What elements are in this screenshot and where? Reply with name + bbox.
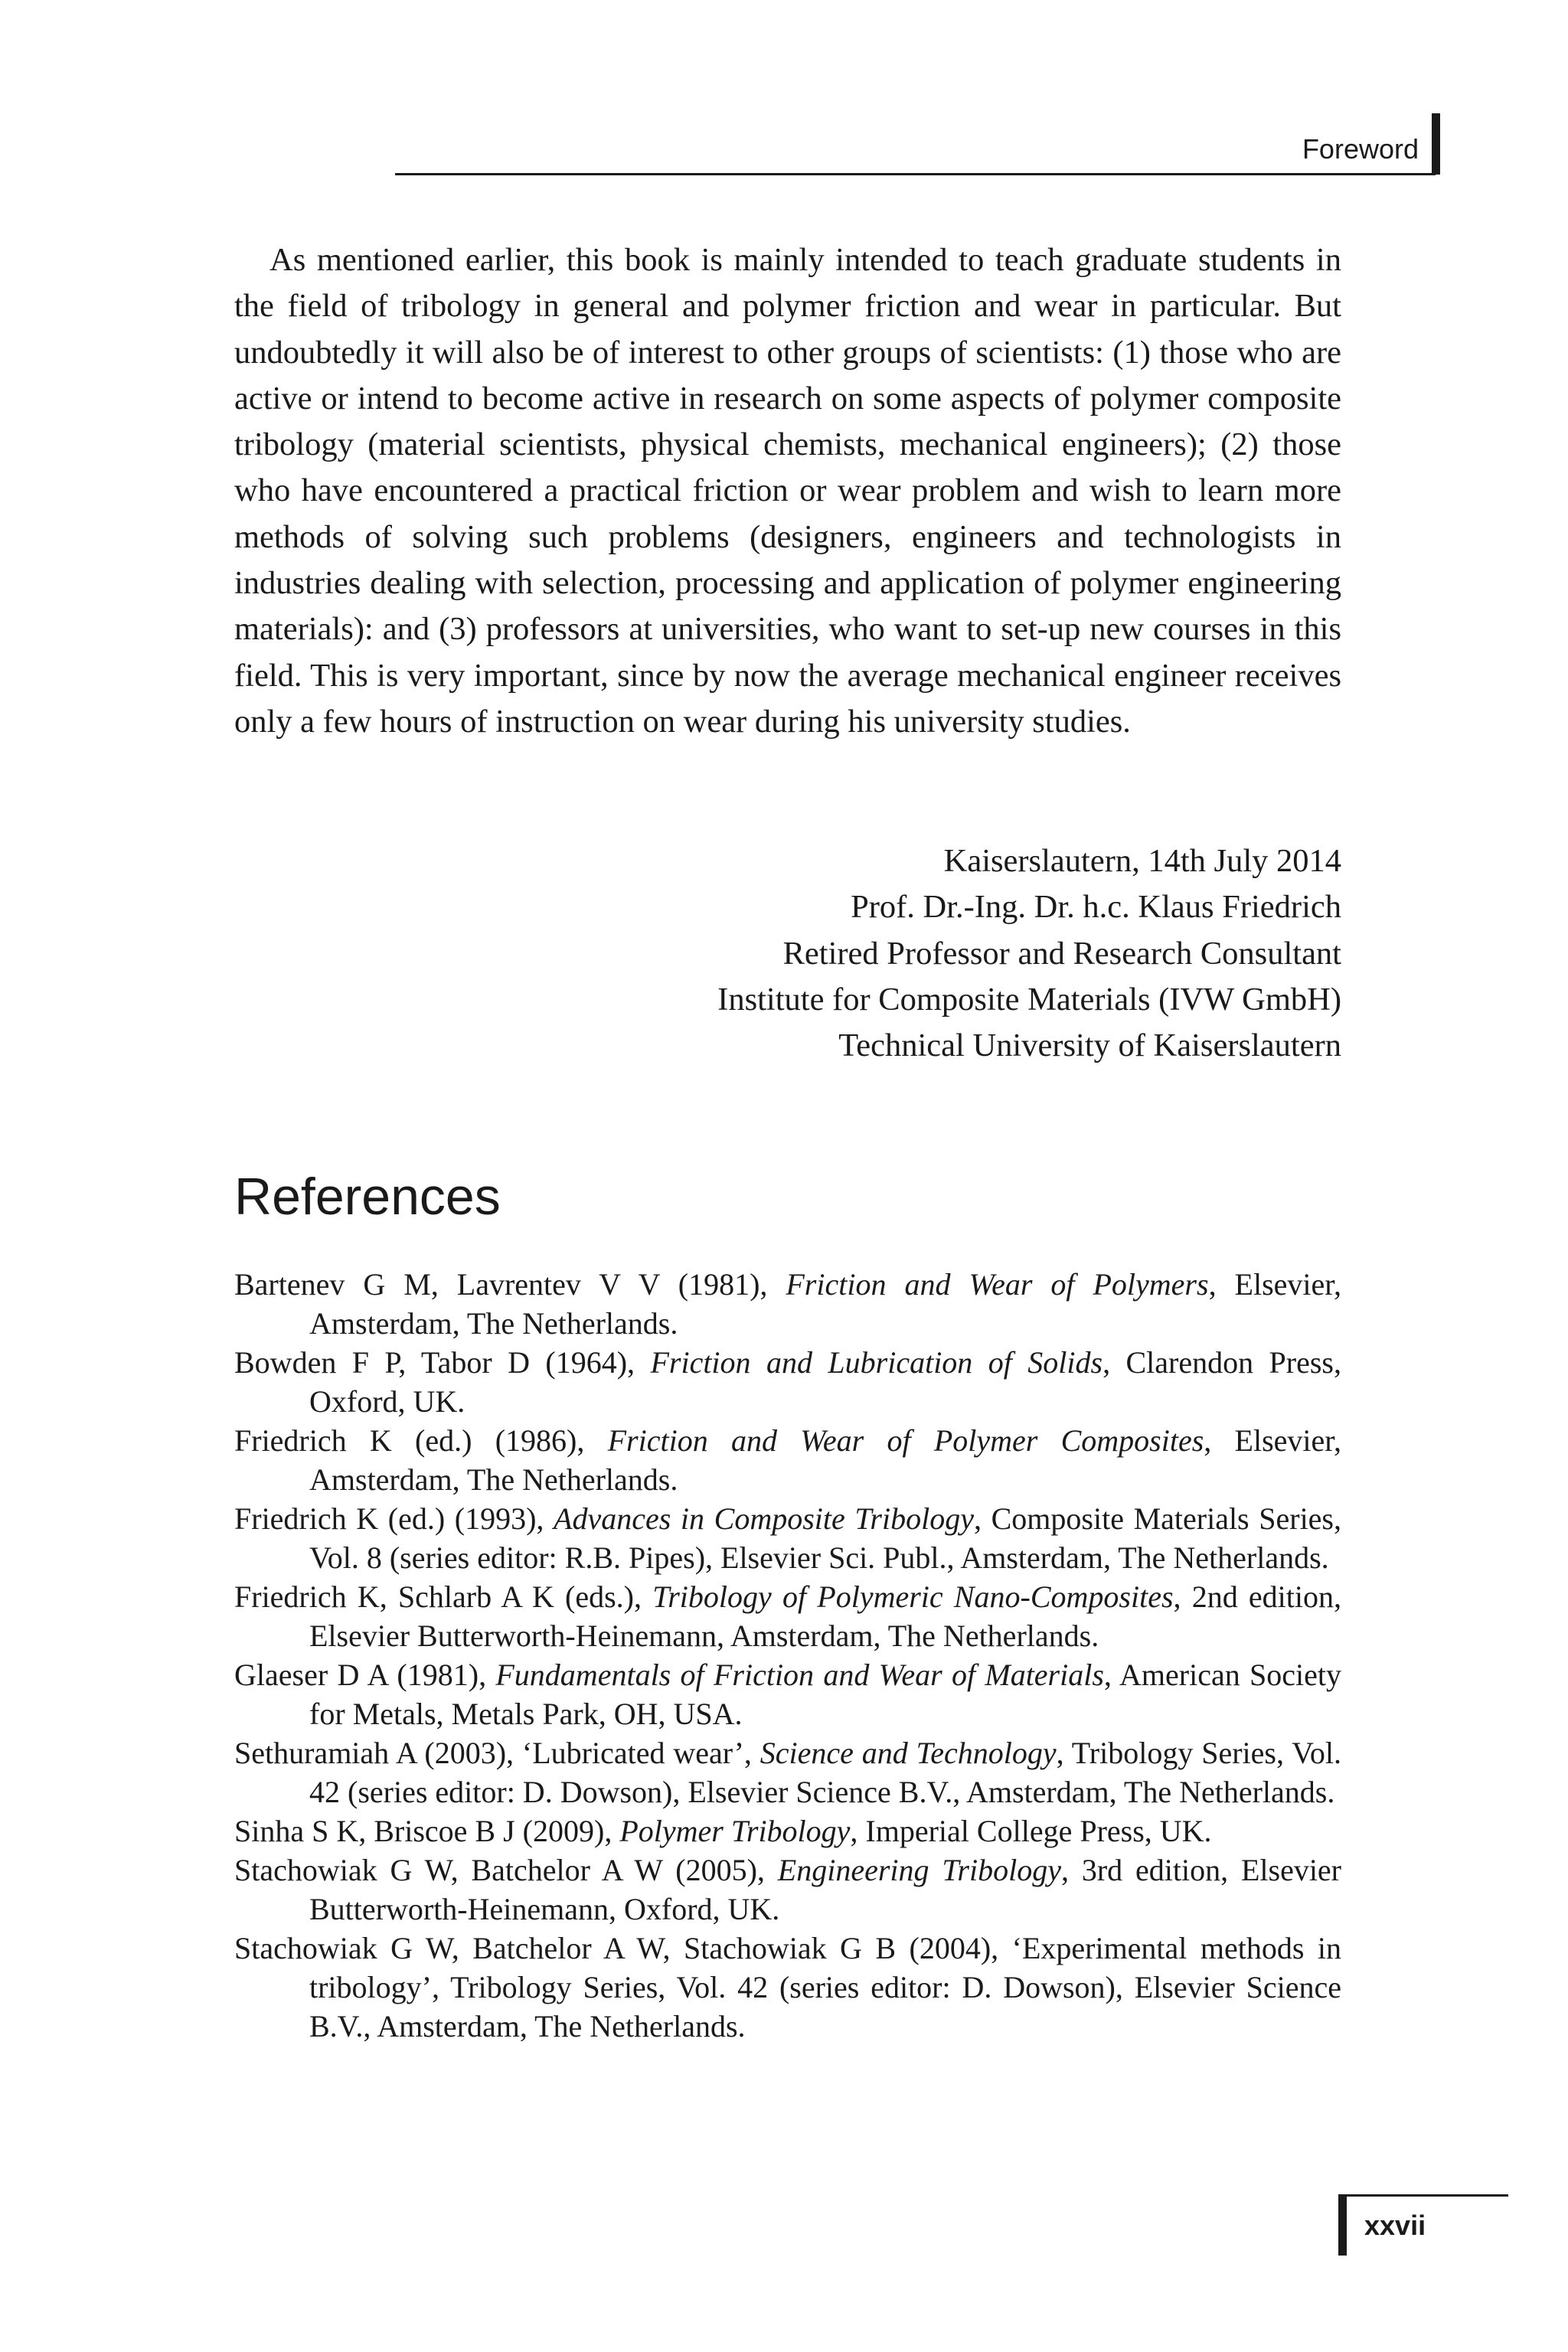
reference-text: Friedrich K (ed.) (1993), [234, 1501, 554, 1536]
reference-title: Science and Technology [760, 1736, 1057, 1770]
reference-text: Glaeser D A (1981), [234, 1658, 496, 1692]
reference-item [234, 1655, 1341, 1733]
references-heading: References [234, 1168, 501, 1226]
reference-title: Polymer Tribology [619, 1814, 851, 1848]
reference-item [234, 1499, 1341, 1577]
reference-text: Stachowiak G W, Batchelor A W (2005), [234, 1853, 778, 1887]
running-header-bar [1432, 113, 1440, 175]
reference-title: Tribology of Polymeric Nano-Composites [652, 1579, 1174, 1614]
running-header [395, 122, 1436, 175]
signature-place-date: Kaiserslautern, 14th July 2014 [943, 843, 1341, 879]
signature-institute: Institute for Composite Materials (IVW GmbH) [717, 981, 1341, 1018]
reference-text: , Imperial College Press, UK. [850, 1814, 1212, 1848]
footer-bar [1338, 2194, 1347, 2256]
reference-item [234, 1851, 1341, 1929]
reference-text: , Elsevier, Amsterdam, The Netherlands. [309, 1423, 1341, 1497]
reference-text: Sethuramiah A (2003), ‘Lubricated wear’, [234, 1736, 760, 1770]
reference-title: Engineering Tribology [777, 1853, 1061, 1887]
reference-item [234, 1811, 1341, 1851]
signature-name: Prof. Dr.-Ing. Dr. h.c. Klaus Friedrich [851, 889, 1341, 926]
reference-text: Sinha S K, Briscoe B J (2009), [234, 1814, 620, 1848]
page-number: xxvii [1364, 2210, 1426, 2241]
reference-text: , Tribology Series, Vol. 42 (series editor: D. Dowson), Elsevier Science B.V., Amsterdam, The Netherlands. [309, 1736, 1341, 1809]
reference-title: Fundamentals of Friction and Wear of Materials [495, 1658, 1104, 1692]
running-header-label: Foreword [1302, 133, 1419, 165]
reference-list [234, 1265, 1341, 2046]
signature-block [234, 838, 1341, 1069]
reference-text: , Composite Materials Series, Vol. 8 (series editor: R.B. Pipes), Elsevier Sci. Publ., Amsterdam, The Netherlands. [309, 1501, 1341, 1575]
reference-text: , Elsevier, Amsterdam, The Netherlands. [309, 1267, 1341, 1341]
reference-title: Friction and Wear of Polymer Composites [607, 1423, 1204, 1458]
reference-text: , 3rd edition, Elsevier Butterworth-Heinemann, Oxford, UK. [309, 1853, 1342, 1926]
reference-text: Stachowiak G W, Batchelor A W, Stachowiak G B (2004), ‘Experimental methods in tribology’, Tribology Series, Vol. 42 (series editor: D. Dowson), Elsevier Science B.V., Amsterdam, The Netherlands. [234, 1931, 1341, 2043]
reference-text: Friedrich K, Schlarb A K (eds.), [234, 1579, 653, 1614]
reference-text: Friedrich K (ed.) (1986), [234, 1423, 608, 1458]
reference-item [234, 1929, 1341, 2046]
reference-text: Bartenev G M, Lavrentev V V (1981), [234, 1267, 786, 1302]
reference-item [234, 1577, 1341, 1655]
footer-rule [1338, 2194, 1508, 2197]
reference-item [234, 1733, 1341, 1811]
reference-text: , Clarendon Press, Oxford, UK. [309, 1345, 1341, 1419]
foreword-paragraph: As mentioned earlier, this book is mainly intended to teach graduate students in the field of tribology in general and polymer friction and wear in particular. But undoubtedly it will also be of interest to other groups of scientists: (1) those who are active or intend to become active in research on some aspects of polymer composite tribology (material scientists, physical chemists, mechanical engineers); (2) those who have encountered a practical friction or wear problem and wish to learn more methods of solving such problems (designers, engineers and technologists in industries dealing with selection, processing and application of polymer engineering materials): and (3) professors at universities, who want to set-up new courses in this field. This is very important, since by now the average mechanical engineer receives only a few hours of instruction on wear during his university studies. [234, 242, 1341, 740]
reference-item [234, 1265, 1341, 1343]
reference-title: Friction and Wear of Polymers [786, 1267, 1209, 1302]
reference-text: Bowden F P, Tabor D (1964), [234, 1345, 651, 1380]
reference-text: , 2nd edition, Elsevier Butterworth-Heinemann, Amsterdam, The Netherlands. [309, 1579, 1342, 1653]
reference-title: Friction and Lubrication of Solids [650, 1345, 1103, 1380]
reference-item [234, 1343, 1341, 1421]
reference-title: Advances in Composite Tribology [554, 1501, 974, 1536]
signature-position: Retired Professor and Research Consultant [782, 935, 1341, 972]
reference-text: , American Society for Metals, Metals Park, OH, USA. [309, 1658, 1342, 1731]
reference-item [234, 1421, 1341, 1499]
signature-university: Technical University of Kaiserslautern [838, 1027, 1341, 1064]
